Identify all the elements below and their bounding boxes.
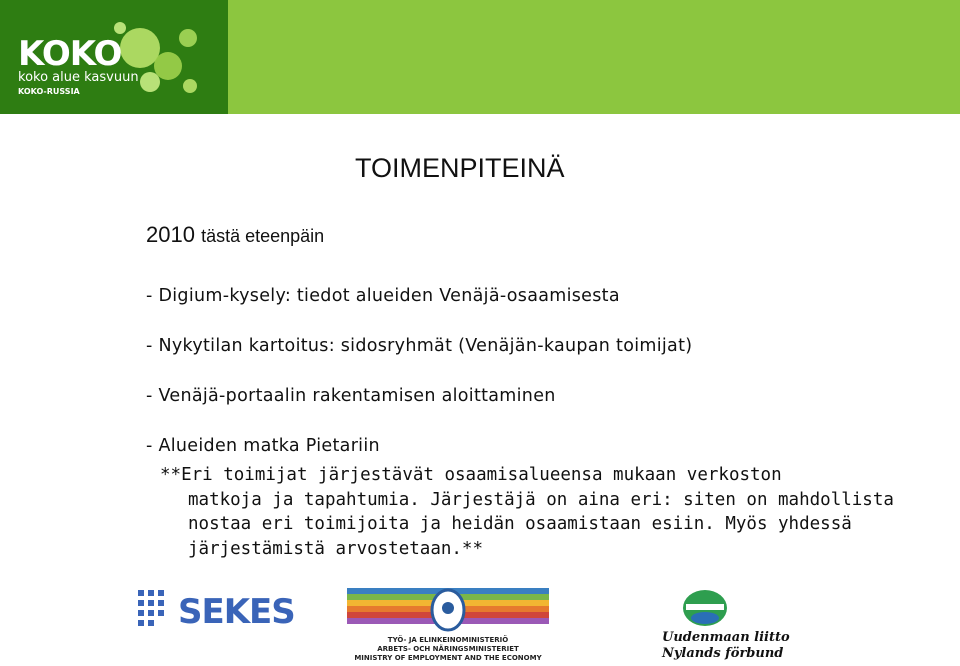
sekes-dots-icon: [138, 590, 174, 626]
note-line: järjestämistä arvostetaan.**: [188, 538, 484, 559]
uusimaa-line: Nylands förbund: [662, 646, 784, 661]
bullet-item: - Nykytilan kartoitus: sidosryhmät (Venäjän-kaupan toimijat): [146, 336, 693, 356]
year-rest: tästä eteenpäin: [201, 226, 325, 246]
bullet-item: - Venäjä-portaalin rakentamisen aloittaminen: [146, 386, 556, 406]
ministry-text: [347, 636, 549, 663]
ministry-line: TYÖ- JA ELINKEINOMINISTERIÖ: [387, 636, 509, 644]
bullet-item: - Digium-kysely: tiedot alueiden Venäjä-osaamisesta: [146, 286, 620, 306]
note-line: **Eri toimijat järjestävät osaamisalueensa mukaan verkoston: [160, 465, 782, 485]
bullet-item: - Alueiden matka Pietariin: [146, 436, 380, 456]
uusimaa-line: Uudenmaan liitto: [662, 630, 790, 645]
year-value: 2010: [146, 222, 195, 247]
page-title: TOIMENPITEINÄ: [355, 153, 565, 183]
ministry-line: MINISTRY OF EMPLOYMENT AND THE ECONOMY: [354, 654, 542, 662]
logo-subtitle: koko alue kasvuun: [18, 70, 139, 85]
uusimaa-logo-icon: [680, 588, 730, 628]
ministry-line: ARBETS- OCH NÄRINGSMINISTERIET: [377, 645, 519, 653]
logo-title: KOKO: [18, 34, 122, 74]
koko-logo: [0, 0, 228, 114]
sekes-logo: SEKES: [178, 592, 295, 632]
note-line: nostaa eri toimijoita ja heidän osaamistaan esiin. Myös yhdessä: [188, 514, 852, 534]
year-heading: [146, 222, 324, 248]
logo-subtitle-2: KOKO-RUSSIA: [18, 87, 80, 96]
note-line: matkoja ja tapahtumia. Järjestäjä on aina eri: siten on mahdollista: [188, 489, 894, 510]
uusimaa-text: [662, 630, 790, 662]
note-block: [160, 463, 894, 561]
